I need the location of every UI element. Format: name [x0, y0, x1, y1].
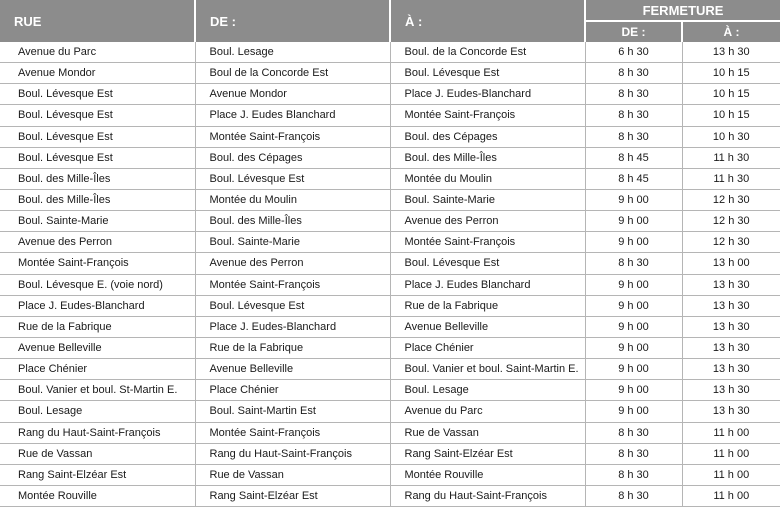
table-row	[0, 422, 780, 443]
cell-rue: Boul. des Mille-Îles	[0, 189, 195, 210]
cell-closure-to: 10 h 15	[682, 84, 780, 105]
cell-de: Rang du Haut-Saint-François	[195, 443, 390, 464]
cell-closure-to: 11 h 00	[682, 422, 780, 443]
cell-closure-to: 12 h 30	[682, 189, 780, 210]
cell-closure-to: 13 h 30	[682, 295, 780, 316]
table-row	[0, 211, 780, 232]
cell-a: Avenue Belleville	[390, 316, 585, 337]
cell-rue: Boul. Lévesque Est	[0, 84, 195, 105]
cell-closure-to: 13 h 30	[682, 380, 780, 401]
table-row	[0, 443, 780, 464]
cell-rue: Rang du Haut-Saint-François	[0, 422, 195, 443]
table-row	[0, 464, 780, 485]
cell-closure-from: 8 h 30	[585, 485, 682, 506]
cell-closure-from: 9 h 00	[585, 211, 682, 232]
cell-closure-to: 13 h 30	[682, 274, 780, 295]
cell-rue: Boul. Lévesque Est	[0, 126, 195, 147]
cell-rue: Boul. Lévesque E. (voie nord)	[0, 274, 195, 295]
table-row	[0, 253, 780, 274]
cell-rue: Rang Saint-Elzéar Est	[0, 464, 195, 485]
cell-closure-from: 8 h 45	[585, 168, 682, 189]
table-row	[0, 232, 780, 253]
cell-a: Boul. Lévesque Est	[390, 253, 585, 274]
table-row	[0, 380, 780, 401]
cell-closure-from: 8 h 30	[585, 443, 682, 464]
cell-de: Montée Saint-François	[195, 422, 390, 443]
table-row	[0, 126, 780, 147]
table-row	[0, 401, 780, 422]
cell-de: Boul de la Concorde Est	[195, 63, 390, 84]
cell-closure-to: 11 h 00	[682, 443, 780, 464]
cell-rue: Boul. Lévesque Est	[0, 147, 195, 168]
cell-closure-from: 9 h 00	[585, 316, 682, 337]
cell-de: Boul. Saint-Martin Est	[195, 401, 390, 422]
cell-closure-to: 11 h 30	[682, 147, 780, 168]
header-fermeture: FERMETURE	[585, 0, 780, 21]
cell-rue: Avenue du Parc	[0, 42, 195, 63]
cell-closure-from: 8 h 30	[585, 422, 682, 443]
cell-a: Montée Rouville	[390, 464, 585, 485]
cell-a: Rang Saint-Elzéar Est	[390, 443, 585, 464]
cell-a: Boul. des Mille-Îles	[390, 147, 585, 168]
cell-closure-from: 8 h 30	[585, 63, 682, 84]
cell-de: Boul. des Mille-Îles	[195, 211, 390, 232]
cell-rue: Boul. Vanier et boul. St-Martin E.	[0, 380, 195, 401]
cell-closure-to: 11 h 00	[682, 464, 780, 485]
cell-a: Rue de Vassan	[390, 422, 585, 443]
table-row	[0, 316, 780, 337]
cell-closure-from: 9 h 00	[585, 232, 682, 253]
cell-rue: Montée Saint-François	[0, 253, 195, 274]
cell-rue: Montée Rouville	[0, 485, 195, 506]
cell-de: Place Chénier	[195, 380, 390, 401]
cell-closure-from: 8 h 30	[585, 84, 682, 105]
cell-closure-to: 12 h 30	[682, 211, 780, 232]
table-row	[0, 295, 780, 316]
cell-closure-to: 13 h 30	[682, 401, 780, 422]
cell-a: Boul. de la Concorde Est	[390, 42, 585, 63]
cell-closure-from: 8 h 45	[585, 147, 682, 168]
cell-a: Boul. Vanier et boul. Saint-Martin E.	[390, 359, 585, 380]
header-a: À :	[390, 0, 585, 42]
table-row	[0, 42, 780, 63]
table-row	[0, 147, 780, 168]
cell-de: Boul. Lévesque Est	[195, 168, 390, 189]
cell-rue: Rue de Vassan	[0, 443, 195, 464]
cell-de: Montée Saint-François	[195, 274, 390, 295]
cell-closure-to: 11 h 00	[682, 485, 780, 506]
cell-a: Avenue du Parc	[390, 401, 585, 422]
table-row	[0, 359, 780, 380]
cell-closure-to: 13 h 30	[682, 316, 780, 337]
cell-closure-to: 11 h 30	[682, 168, 780, 189]
table-row	[0, 168, 780, 189]
cell-de: Avenue Mondor	[195, 84, 390, 105]
cell-closure-from: 9 h 00	[585, 359, 682, 380]
cell-closure-to: 13 h 30	[682, 337, 780, 358]
cell-de: Boul. des Cépages	[195, 147, 390, 168]
cell-a: Place J. Eudes Blanchard	[390, 274, 585, 295]
cell-a: Boul. Lévesque Est	[390, 63, 585, 84]
cell-a: Boul. Sainte-Marie	[390, 189, 585, 210]
cell-closure-from: 9 h 00	[585, 401, 682, 422]
cell-closure-to: 13 h 00	[682, 253, 780, 274]
cell-de: Rang Saint-Elzéar Est	[195, 485, 390, 506]
cell-closure-from: 8 h 30	[585, 464, 682, 485]
cell-a: Boul. des Cépages	[390, 126, 585, 147]
table-row	[0, 274, 780, 295]
cell-closure-from: 9 h 00	[585, 380, 682, 401]
table-header	[0, 0, 780, 42]
table-row	[0, 337, 780, 358]
cell-de: Boul. Lesage	[195, 42, 390, 63]
table-row	[0, 105, 780, 126]
table-row	[0, 63, 780, 84]
cell-closure-from: 8 h 30	[585, 253, 682, 274]
cell-closure-from: 9 h 00	[585, 295, 682, 316]
cell-rue: Boul. Sainte-Marie	[0, 211, 195, 232]
cell-a: Place J. Eudes-Blanchard	[390, 84, 585, 105]
cell-a: Rue de la Fabrique	[390, 295, 585, 316]
cell-closure-from: 8 h 30	[585, 105, 682, 126]
cell-a: Montée du Moulin	[390, 168, 585, 189]
cell-closure-to: 10 h 15	[682, 63, 780, 84]
table-row	[0, 84, 780, 105]
header-fermeture-a: À :	[682, 21, 780, 42]
cell-rue: Avenue des Perron	[0, 232, 195, 253]
header-de: DE :	[195, 0, 390, 42]
cell-de: Avenue des Perron	[195, 253, 390, 274]
cell-rue: Boul. Lesage	[0, 401, 195, 422]
cell-de: Rue de Vassan	[195, 464, 390, 485]
header-rue: RUE	[0, 0, 195, 42]
cell-de: Place J. Eudes Blanchard	[195, 105, 390, 126]
cell-de: Place J. Eudes-Blanchard	[195, 316, 390, 337]
cell-de: Montée Saint-François	[195, 126, 390, 147]
cell-a: Boul. Lesage	[390, 380, 585, 401]
cell-closure-to: 12 h 30	[682, 232, 780, 253]
cell-de: Boul. Sainte-Marie	[195, 232, 390, 253]
cell-closure-from: 9 h 00	[585, 189, 682, 210]
cell-closure-from: 8 h 30	[585, 126, 682, 147]
cell-de: Montée du Moulin	[195, 189, 390, 210]
cell-closure-to: 13 h 30	[682, 359, 780, 380]
cell-a: Place Chénier	[390, 337, 585, 358]
cell-rue: Boul. des Mille-Îles	[0, 168, 195, 189]
cell-closure-from: 9 h 00	[585, 337, 682, 358]
cell-rue: Rue de la Fabrique	[0, 316, 195, 337]
cell-rue: Avenue Mondor	[0, 63, 195, 84]
cell-rue: Avenue Belleville	[0, 337, 195, 358]
cell-closure-to: 10 h 15	[682, 105, 780, 126]
cell-rue: Place Chénier	[0, 359, 195, 380]
cell-closure-from: 6 h 30	[585, 42, 682, 63]
cell-closure-to: 10 h 30	[682, 126, 780, 147]
cell-rue: Place J. Eudes-Blanchard	[0, 295, 195, 316]
cell-de: Rue de la Fabrique	[195, 337, 390, 358]
cell-rue: Boul. Lévesque Est	[0, 105, 195, 126]
cell-a: Montée Saint-François	[390, 105, 585, 126]
cell-closure-from: 9 h 00	[585, 274, 682, 295]
cell-a: Avenue des Perron	[390, 211, 585, 232]
cell-de: Avenue Belleville	[195, 359, 390, 380]
cell-a: Rang du Haut-Saint-François	[390, 485, 585, 506]
header-fermeture-de: DE :	[585, 21, 682, 42]
table-body	[0, 42, 780, 507]
cell-closure-to: 13 h 30	[682, 42, 780, 63]
cell-a: Montée Saint-François	[390, 232, 585, 253]
table-row	[0, 189, 780, 210]
cell-de: Boul. Lévesque Est	[195, 295, 390, 316]
